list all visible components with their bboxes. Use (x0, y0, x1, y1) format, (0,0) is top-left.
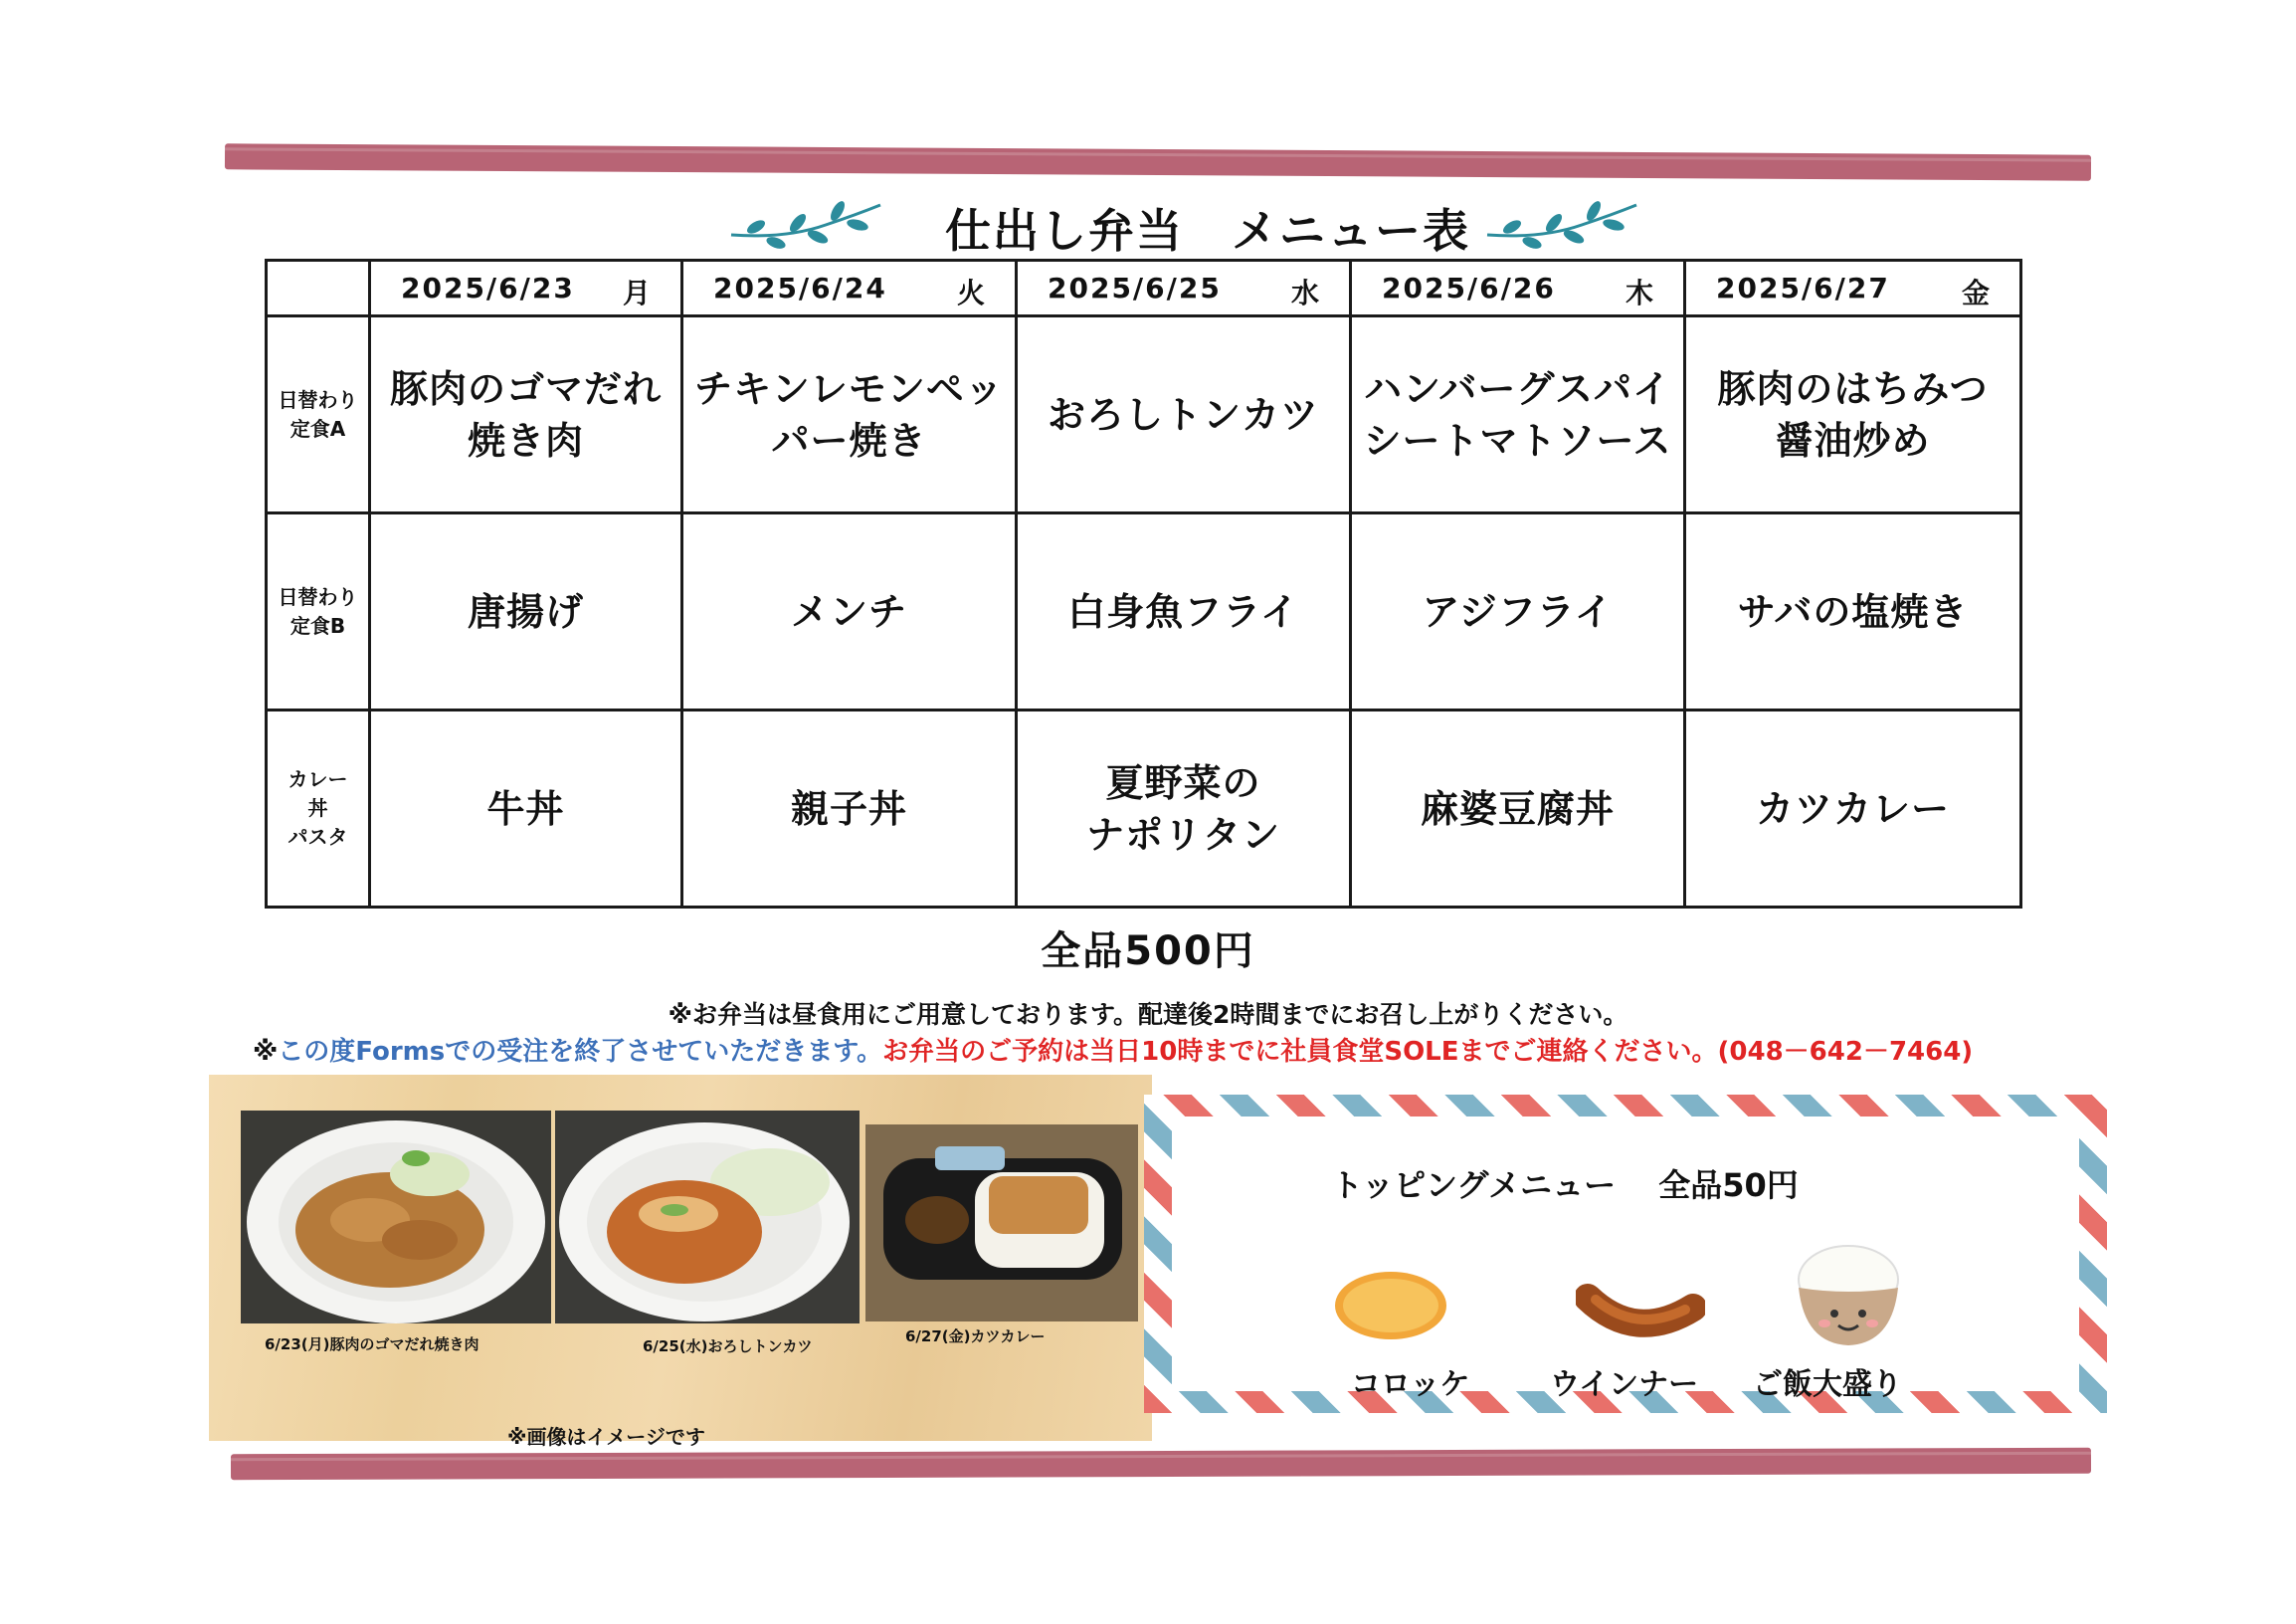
plate-pork-image (241, 1111, 551, 1323)
day-of-week: 水 (1290, 277, 1321, 309)
dish-cell (370, 710, 682, 908)
dish-line: チキンレモンペッ (694, 366, 1004, 411)
dish-line: 白身魚フライ (1067, 589, 1299, 634)
menu-row-b (267, 513, 2021, 710)
day-date: 2025/6/27 (1716, 272, 1890, 304)
dish-cell (370, 316, 682, 513)
dish-cell (1017, 316, 1351, 513)
dish-line: 夏野菜の (1105, 760, 1261, 805)
menu-row-curry (267, 710, 2021, 908)
dish-cell (1685, 513, 2021, 710)
dish-line: 牛丼 (486, 786, 565, 831)
dish-line: 豚肉のはちみつ (1717, 366, 1989, 411)
dish-line: ナポリタン (1085, 812, 1280, 857)
topping-label-wiener: ウインナー (1550, 1367, 1699, 1402)
row-label-line: パスタ (287, 825, 348, 849)
menu-table (265, 259, 2022, 909)
croquette-icon (1331, 1266, 1450, 1345)
row-label (267, 710, 370, 908)
serving-note: ※お弁当は昼食用にご用意しております。配達後2時間までにお召し上がりください。 (668, 1000, 1628, 1029)
dish-cell (1017, 710, 1351, 908)
day-of-week: 火 (956, 277, 987, 309)
row-label (267, 513, 370, 710)
dish-line: パー焼き (771, 418, 927, 463)
dish-line: ハンバーグスパイ (1364, 366, 1671, 411)
row-label-line: 定食B (289, 613, 346, 638)
sausage-icon (1576, 1274, 1705, 1343)
row-label-line: 日替わり (278, 584, 358, 609)
photo-katsu-curry (865, 1124, 1138, 1321)
photo-caption: 6/25(水)おろしトンカツ (643, 1337, 813, 1355)
top-tape-decoration (225, 143, 2091, 180)
image-disclaimer: ※画像はイメージです (507, 1425, 705, 1449)
dish-line: 唐揚げ (467, 589, 584, 634)
row-label-line: 日替わり (278, 387, 358, 412)
dish-line: メンチ (790, 589, 907, 634)
dish-cell (1351, 513, 1685, 710)
row-label-line: カレー (287, 767, 348, 791)
topping-title: トッピングメニュー 全品50円 (1331, 1166, 1799, 1204)
dish-line: 醤油炒め (1775, 418, 1931, 463)
dish-cell (1017, 513, 1351, 710)
photo-caption: 6/23(月)豚肉のゴマだれ焼き肉 (265, 1335, 479, 1353)
dish-cell (370, 513, 682, 710)
note-prefix: ※ (253, 1037, 279, 1067)
page-title: 仕出し弁当 メニュー表 (945, 204, 1470, 258)
day-header (1685, 261, 2021, 316)
day-header (1351, 261, 1685, 316)
day-of-week: 木 (1625, 277, 1655, 309)
row-label-line: 丼 (307, 796, 328, 820)
dish-line: 麻婆豆腐丼 (1420, 786, 1615, 831)
day-date: 2025/6/23 (401, 272, 575, 304)
leaf-branch-left-icon (726, 197, 885, 257)
photo-oroshi-tonkatsu (555, 1111, 860, 1323)
topping-inner (1172, 1116, 2079, 1402)
dish-line: サバの塩焼き (1737, 589, 1969, 634)
day-date: 2025/6/26 (1382, 272, 1556, 304)
row-label (267, 316, 370, 513)
header-row (267, 261, 2021, 316)
day-date: 2025/6/24 (713, 272, 887, 304)
dish-cell (682, 316, 1017, 513)
day-header (1017, 261, 1351, 316)
dish-line: アジフライ (1422, 589, 1614, 634)
bento-katsu-curry-image (865, 1124, 1138, 1321)
dish-line: 焼き肉 (467, 418, 584, 463)
day-header (682, 261, 1017, 316)
menu-row-a (267, 316, 2021, 513)
dish-cell (1685, 710, 2021, 908)
title-row (716, 195, 1641, 265)
corner-cell (267, 261, 370, 316)
dish-line: おろしトンカツ (1047, 392, 1319, 437)
topping-label-large-rice: ご飯大盛り (1753, 1367, 1902, 1402)
topping-label-croquette: コロッケ (1351, 1367, 1470, 1402)
bottom-tape-decoration (231, 1448, 2091, 1481)
rice-bowl-icon (1789, 1234, 1908, 1353)
dish-cell (1351, 316, 1685, 513)
plate-tonkatsu-image (555, 1111, 860, 1323)
dish-line: カツカレー (1755, 786, 1950, 831)
dish-cell (682, 710, 1017, 908)
photo-panel (209, 1075, 1152, 1449)
price-label: 全品500円 (1041, 928, 1255, 974)
day-of-week: 金 (1961, 277, 1992, 309)
day-of-week: 月 (622, 277, 653, 309)
dish-line: シートマトソース (1363, 418, 1672, 463)
day-header (370, 261, 682, 316)
dish-line: 豚肉のゴマだれ (389, 366, 662, 411)
dish-line: 親子丼 (790, 786, 907, 831)
topping-box (1144, 1095, 2107, 1413)
row-label-line: 定食A (289, 416, 346, 441)
dish-cell (682, 513, 1017, 710)
leaf-branch-right-icon (1482, 197, 1641, 257)
photo-pork-sesame (241, 1111, 551, 1323)
day-date: 2025/6/25 (1048, 272, 1222, 304)
ordering-note (253, 1031, 1973, 1068)
photo-caption: 6/27(金)カツカレー (905, 1327, 1046, 1345)
forms-end-notice: この度Formsでの受注を終了させていただきます。 (278, 1037, 883, 1067)
dish-cell (1351, 710, 1685, 908)
reservation-contact-notice: お弁当のご予約は当日10時までに社員食堂SOLEまでご連絡ください。(048－642－7464) (882, 1037, 1974, 1067)
dish-cell (1685, 316, 2021, 513)
